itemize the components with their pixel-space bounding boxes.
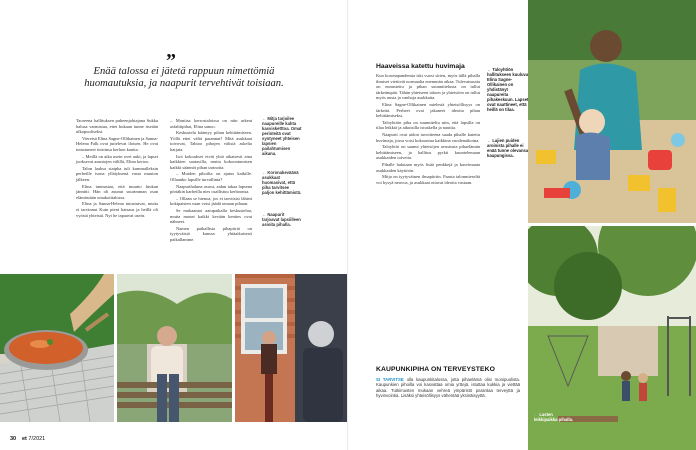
- paragraph: Isot kokoukset eivät yhtä aikaisesti aina kaikkien saatavilla, mutta kokoontumisen kaikki säännöt pihan tarinoita.: [170, 153, 252, 170]
- arrow-left-icon: ←: [262, 170, 267, 175]
- box-text: [376, 377, 520, 399]
- magazine-name: et: [22, 436, 27, 442]
- sidebar-note-text: Mitja tarjoilee naapureille kahta kasvisketttoa. Omat perinteitä ovat syntyneet yhteisen lapsien pailahtumisen aikana.: [262, 116, 302, 156]
- bench-illustration: [117, 274, 232, 422]
- paragraph: Elina Sagne-Ollikainen mielestä yhteisöllisyys on tärkeää. Perheet ovat jakaneet ideoita pihan kehittämiseksi.: [376, 101, 480, 119]
- arrow-right-icon: ←: [487, 138, 492, 143]
- paragraph: – Muiden pihoilta on ajatus kaikille. Ollaanko lapsille turvallinta?: [170, 171, 252, 182]
- paragraph: Mitja on tyytyväinen ilmapiiriin. Paasta talonmieseltä voi kysyä neuvoa, ja asukkaat ottavat ideoita vastaan.: [376, 174, 480, 185]
- paragraph: Taoreena hallituksen puheenjohtajana Sukka halusa varmistaa, ettei kukaan tunne itseään ulkopuoliseksi.: [76, 118, 158, 135]
- photo-caption-text: Taloyhtiön hallitukseen kuuluva Elina Sagne-Ollikainen on yhdistänyt naapureita pihakeskuun. Lapset ovat nauttineet, että heillä on tilaa.: [487, 67, 529, 112]
- sidebar-note-text: Koronakeväänä asukkaat huomasivat, että piha tarvitsee paljon kehittämistä.: [262, 170, 302, 195]
- pullquote: Enää talossa ei jätetä rappuun nimettömiä huomautuksia, ja naapurit tervehtivät toisiaan.: [84, 66, 284, 89]
- photo-soup: [0, 274, 114, 422]
- sidebar-note-2: [262, 170, 302, 195]
- soup-illustration: [0, 274, 114, 422]
- park-caption-text: Lasten leikkipaikka pihalla.: [534, 412, 574, 422]
- kids-illustration: [528, 0, 696, 223]
- sidebar-note-text: Naapurit tarjoavat lapsiilleen asioita pihalla.: [262, 212, 301, 227]
- paragraph: Viereisä Elina Sagne-Ollikainen ja Sanna-Helena Falk ovat juttelevat ilotsen. He ovat tutustuneet toisiinsa kerhon kautta.: [76, 135, 158, 152]
- right-column: [376, 73, 480, 186]
- issue-number: 7/2021: [28, 436, 46, 442]
- article-headline: Haaveissa katettu huvimaja: [376, 63, 465, 70]
- photo-kids-playing: [528, 0, 696, 223]
- box-heading: KAUPUNKIPIHA ON TERVEYSTEKO: [376, 366, 496, 373]
- paragraph: Keskustelu kääntyy pihan kehittämiseen. Yöllä ettei väliä parannat? Mitä asukkaat toivovat, Tahtoo pihojen välisiä askelia harjata.: [170, 130, 252, 152]
- photo-caption-2: [487, 138, 529, 158]
- paragraph: – Meillä on aika usein ovet auki, ja lapset juoksevat asuntojen välillä, Elina kertoo.: [76, 153, 158, 165]
- paragraph: Kun koronapandemia iski vuosi sitten, myös tällä pihalla ihmiset viettivät normaalia enemmän aikaa. Tulevaisuutta on ennustettu ja pihan suunnittelusta on tullut tärkeämpää. Tähän yhteiseen taloon ja yhteisöön on tullut myös uusia ja vanhoja asukkaita.: [376, 73, 480, 101]
- paragraph: Talon laaksa staipha tuli kummalleksin perheille isona yllätyksenä vasta muuton jälkeen.: [76, 165, 158, 182]
- left-column-2: [170, 118, 252, 243]
- box-lead: SI TARVITSE: [376, 377, 404, 382]
- porch-illustration: [235, 274, 348, 422]
- arrow-left-icon: ←: [262, 116, 267, 121]
- sidebar-note-3: [262, 212, 302, 227]
- paragraph: – Ollaan se hienoa, jos ei tarvitsisi lähteä kokipaisten vaan voisi jäädä omaan pihaan.: [170, 195, 252, 207]
- magazine-issue: [22, 436, 45, 442]
- paragraph: – Moniisa kerrostaloissa on niin arkeat asfalttipihat, Elina sanoo.: [170, 118, 252, 129]
- photo-porch: [235, 274, 348, 422]
- paragraph: Naapurihaluna asuva, aidan takaa lapsena pörtäkin karheilla nies osallistuu kerhoonsa.: [170, 183, 252, 195]
- paragraph: Elina ja Sanna-Helena tutustuivat, mutta ei tarvinnut Kuin pieni katsaus ja heillä oli vyöstä yhteistä. Nyt he tapaavat usein.: [76, 201, 158, 218]
- arrow-left-icon: ←: [262, 212, 267, 217]
- left-column-1: [76, 118, 158, 219]
- arrow-left-icon: ←: [534, 412, 539, 417]
- paragraph: Naapurit ovat aidon tavoitteena saada pihalle katettu huvimaja, jossa voisi kokoontua kaikkina vuodenaikoina.: [376, 131, 480, 143]
- paragraph: Pihalle halutaan myös lisää penkkejä ja kasvimaata asukkaiden käyttöön.: [376, 161, 480, 173]
- paragraph: Se mukaantoi aatupaikalla keskustelua, mutta monet kaikki kevään kenties ovat nähneet.: [170, 207, 252, 225]
- quote-mark: ”: [166, 50, 176, 72]
- sidebar-note-1: [262, 116, 302, 156]
- box-body: olla kaupunkitalossa, jotta pihaelämä olisi monipuolista. Kaupunkien pihoilla voi kasvattaa omia yrttejä, istuttaa kukkia ja viettää aikaa. Tutkimusten mukaan vehreä ympäristö parantaa terveyttä ja hyvinvointia. Lisäksi yhteisöllisyys vähentää yksinäisyyttä.: [376, 377, 520, 399]
- paragraph: Taloyhtiö on saanut yhteisöjen avustusta pihaelämän kehittämiseen, ja hallitus pyrkii kuuntelemaan asukkaiden toiveita.: [376, 144, 480, 161]
- park-caption: [534, 412, 574, 422]
- arrow-right-icon: ←: [487, 67, 492, 72]
- photo-caption-text: Lajien puiden aroinista pihalle ei enää tunne olevansa kaupungissa.: [487, 138, 529, 158]
- paragraph: Namen paikallisia pihapiiriä on tyytyväisiä kanssa yhtäaikaisesti paikallamme.: [170, 225, 252, 242]
- paragraph: Elina tunnustaa, että muutto hiukan jännitti. Hän oli asunut suurimman osan elämästään omakotitalossa.: [76, 183, 158, 200]
- photo-bench: [117, 274, 232, 422]
- photo-caption: [487, 67, 529, 112]
- page-number: 30: [10, 436, 17, 442]
- paragraph: Taloyhtiön piha on suunniteltu niin, että lapsilla on tilaa leikkiä ja aikuisilla istuskella ja nauttia.: [376, 119, 480, 131]
